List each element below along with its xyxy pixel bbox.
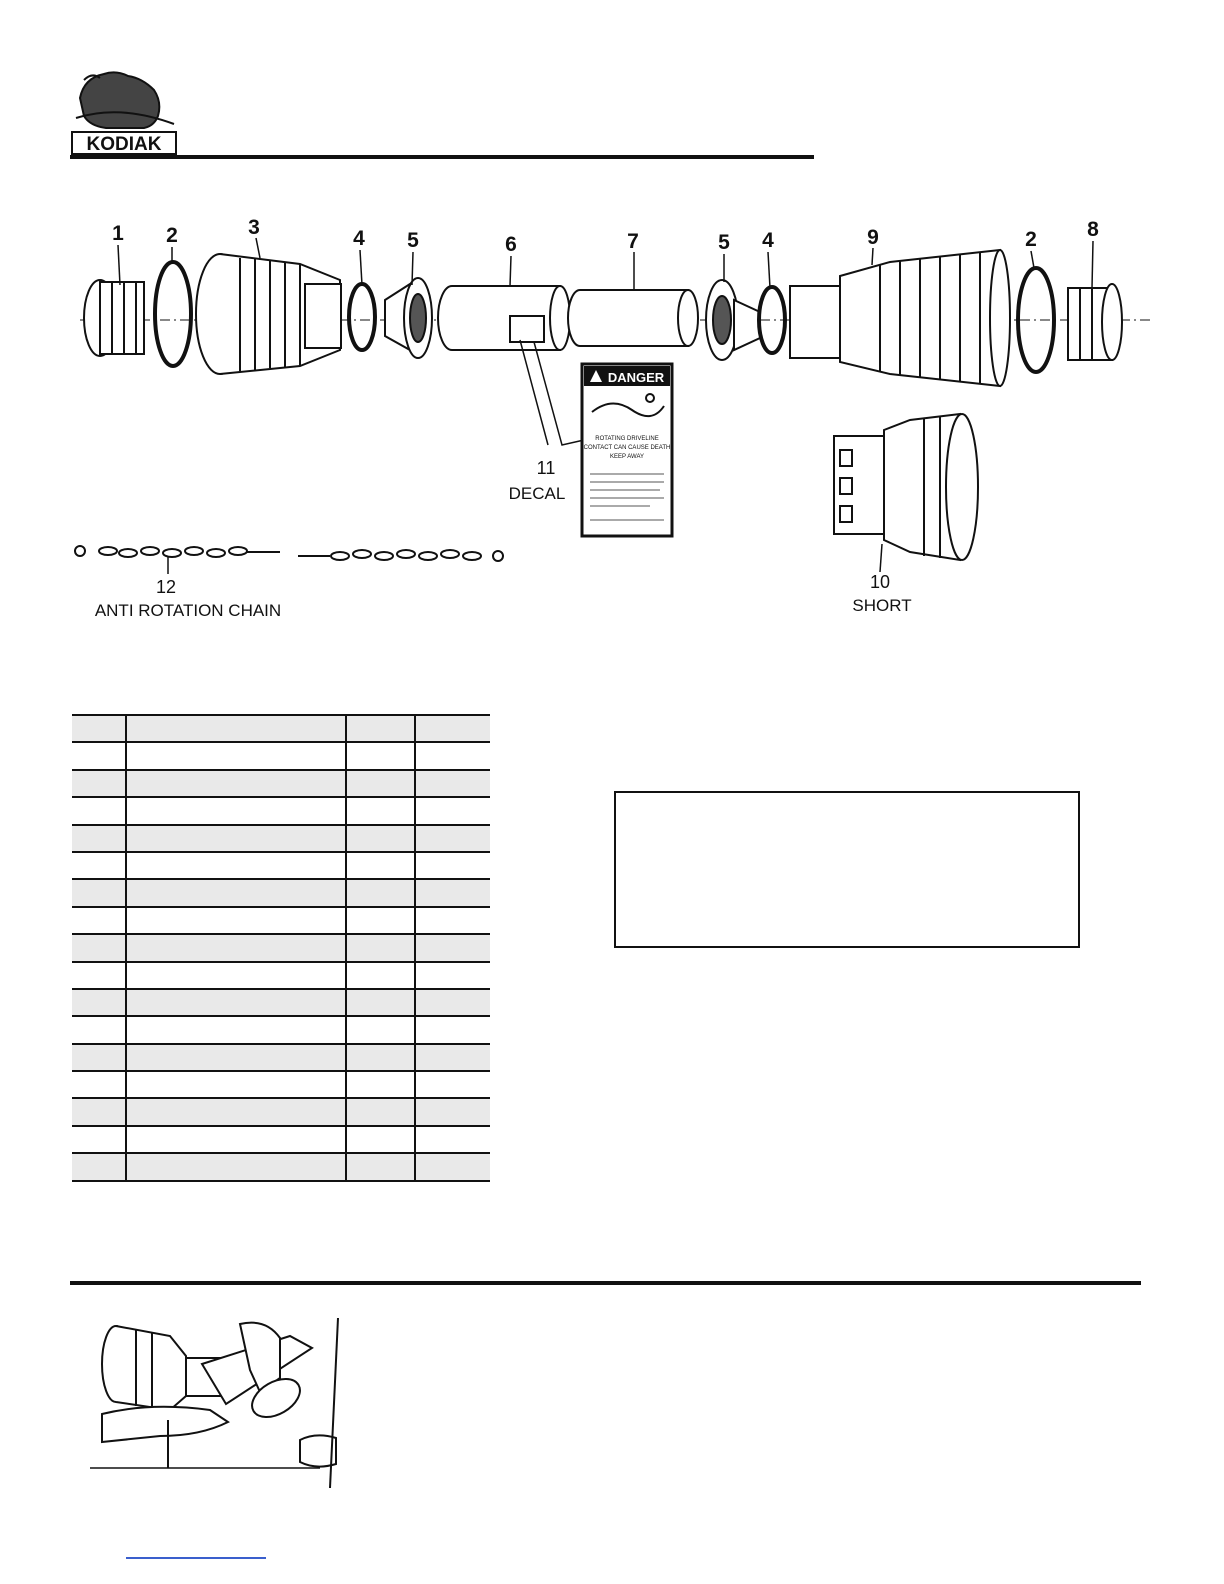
part-7-inner-tube: [568, 290, 698, 346]
chain-label: ANTI ROTATION CHAIN: [94, 601, 282, 620]
callout-1: 1: [112, 222, 124, 245]
callout-2b: 2: [1025, 228, 1037, 251]
table-row: [72, 770, 490, 797]
footer-link-underline[interactable]: [126, 1557, 266, 1559]
callout-10: 10: [869, 572, 891, 592]
table-row: [72, 1153, 490, 1180]
part-9-inner-shield: [790, 250, 1010, 386]
callout-5: 5: [407, 229, 419, 252]
callout-3: 3: [248, 216, 260, 239]
chain-right: [298, 550, 503, 561]
callout-4b: 4: [762, 229, 774, 252]
header-rule: [70, 155, 814, 159]
callout-6: 6: [505, 233, 517, 256]
callout-4: 4: [353, 227, 365, 250]
callout-11: 11: [536, 458, 556, 478]
table-row: [72, 1016, 490, 1043]
parts-table: [72, 714, 490, 1182]
section-rule: [70, 1281, 1141, 1285]
callout-9: 9: [867, 226, 879, 249]
table-row: [72, 825, 490, 852]
decal-header: DANGER: [607, 370, 665, 385]
part-4-ring: [349, 284, 375, 350]
table-row: [72, 797, 490, 824]
logo-text: KODIAK: [86, 134, 162, 155]
exploded-diagram: [0, 190, 1224, 630]
table-row: [72, 879, 490, 906]
decal-line-1: ROTATING DRIVELINE: [595, 436, 659, 442]
note-box: [614, 791, 1080, 948]
callout-7: 7: [627, 230, 639, 253]
decal-label: DECAL: [508, 484, 566, 503]
callout-8: 8: [1087, 218, 1099, 241]
part-2-ring: [155, 262, 191, 366]
chain-left: [75, 546, 280, 557]
table-row: [72, 934, 490, 961]
table-row: [72, 989, 490, 1016]
part-5-bearing: [385, 278, 432, 358]
part-1-cap: [84, 280, 144, 356]
table-row: [72, 852, 490, 879]
kodiak-logo: [70, 68, 180, 158]
parts-table-body: [72, 715, 490, 1181]
table-row: [72, 1098, 490, 1125]
hand-left-icon: [102, 1407, 228, 1442]
decal-line-2: CONTACT CAN CAUSE DEATH: [583, 445, 671, 451]
installation-illustration: [90, 1318, 350, 1498]
part-6-outer-tube: [438, 286, 570, 350]
table-row: [72, 1126, 490, 1153]
table-row: [72, 1071, 490, 1098]
part-5-bearing-right: [706, 280, 760, 360]
callout-2: 2: [166, 224, 178, 247]
bear-silhouette-icon: [80, 72, 159, 128]
table-row: [72, 742, 490, 769]
part-10-short-shield: [834, 414, 978, 560]
danger-decal: [582, 364, 672, 536]
decal-line-3: KEEP AWAY: [609, 454, 645, 460]
callout-12: 12: [155, 577, 177, 597]
table-row: [72, 907, 490, 934]
part-3-outer-shield: [196, 254, 341, 374]
callout-5b: 5: [718, 231, 730, 254]
short-label: SHORT: [852, 596, 912, 615]
table-row: [72, 1044, 490, 1071]
table-row: [72, 962, 490, 989]
part-8-cap: [1068, 284, 1122, 360]
table-row: [72, 715, 490, 742]
